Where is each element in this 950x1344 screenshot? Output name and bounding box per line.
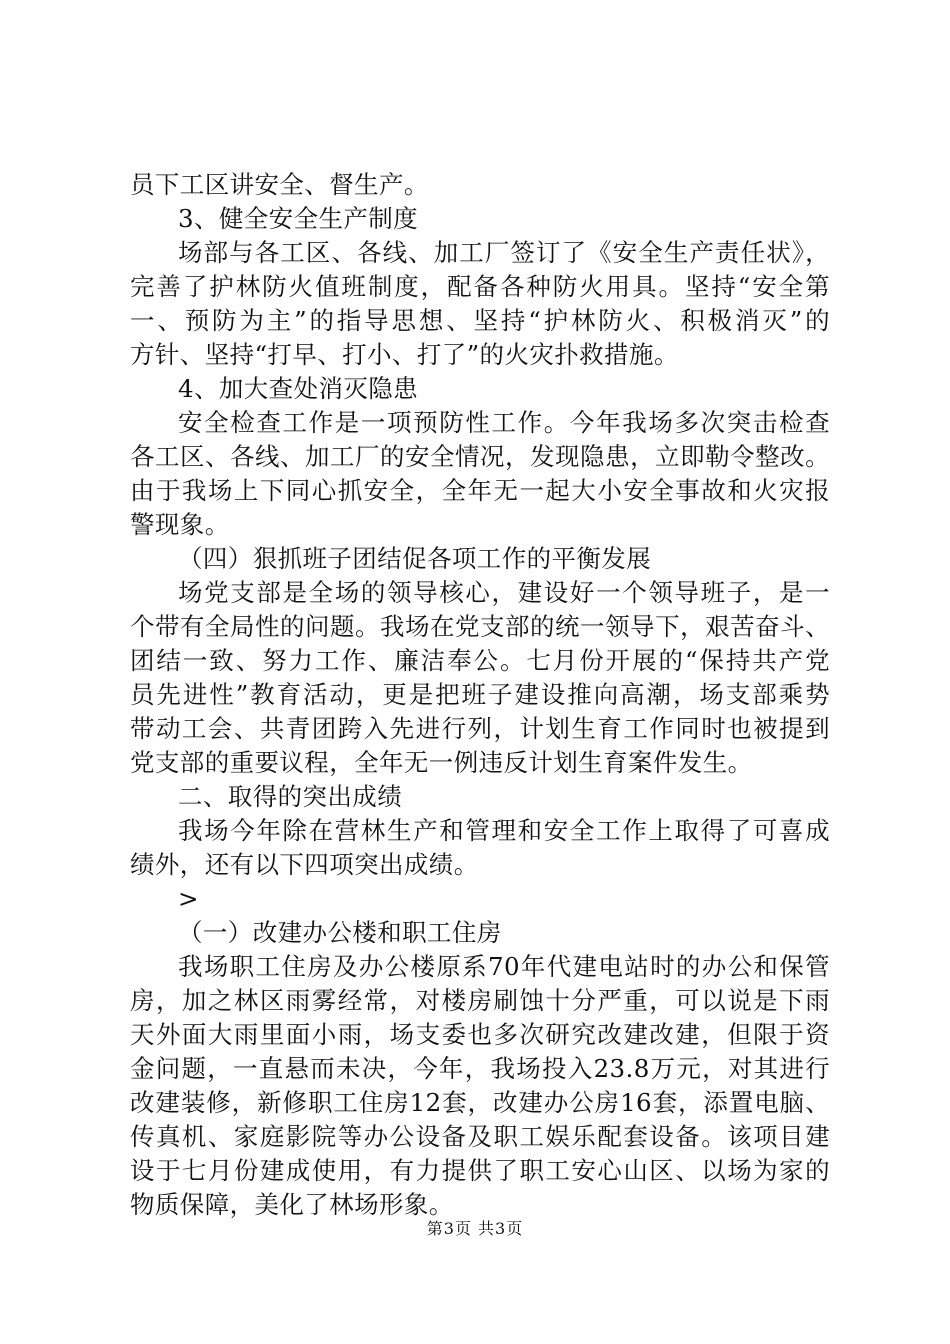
document-body [130, 168, 830, 1222]
text-line: 场党支部是全场的领导核心，建设好一个领导班子，是一 [178, 578, 830, 607]
text-line: 带动工会、共青团跨入先进行列，计划生育工作同时也被提到 [130, 714, 830, 743]
text-line: 各工区、各线、加工厂的安全情况，发现隐患，立即勒令整改。 [130, 442, 830, 471]
text-line: 3、健全安全生产制度 [178, 204, 419, 233]
text-line: 员下工区讲安全、督生产。 [130, 170, 429, 199]
text-line: 警现象。 [130, 510, 230, 539]
text-line: 完善了护林防火值班制度，配备各种防火用具。坚持“安全第 [130, 272, 830, 301]
text-line: 设于七月份建成使用，有力提供了职工安心山区、以场为家的 [130, 1156, 830, 1185]
text-line: 传真机、家庭影院等办公设备及职工娱乐配套设备。该项目建 [130, 1122, 830, 1151]
text-line: 我场今年除在营林生产和管理和安全工作上取得了可喜成 [178, 816, 830, 845]
text-line: 物质保障，美化了林场形象。 [130, 1190, 454, 1219]
text-line: 个带有全局性的问题。我场在党支部的统一领导下，艰苦奋斗、 [130, 612, 830, 641]
text-line: 场部与各工区、各线、加工厂签订了《安全生产责任状》， [178, 238, 830, 267]
text-line: 房，加之林区雨雾经常，对楼房刷蚀十分严重，可以说是下雨 [130, 986, 830, 1015]
text-line: 一、预防为主”的指导思想、坚持“护林防火、积极消灭”的 [130, 306, 830, 335]
text-line: 改建装修，新修职工住房12套，改建办公房16套，添置电脑、 [130, 1088, 830, 1117]
text-line: 团结一致、努力工作、廉洁奉公。七月份开展的“保持共产党 [130, 646, 830, 675]
text-line: 员先进性”教育活动，更是把班子建设推向高潮，场支部乘势 [130, 680, 830, 709]
text-line: 由于我场上下同心抓安全，全年无一起大小安全事故和火灾报 [130, 476, 830, 505]
text-line: 二、取得的突出成绩 [178, 782, 403, 811]
text-line: （四）狠抓班子团结促各项工作的平衡发展 [178, 544, 652, 573]
page-footer: 第3页 共3页 [426, 1219, 524, 1238]
text-line: 党支部的重要议程，全年无一例违反计划生育案件发生。 [130, 748, 753, 777]
text-line: > [178, 884, 199, 913]
text-line: 方针、坚持“打早、打小、打了”的火灾扑救措施。 [130, 340, 679, 369]
text-line: 金问题，一直悬而未决，今年，我场投入23.8万元，对其进行 [130, 1054, 830, 1083]
text-line: 天外面大雨里面小雨，场支委也多次研究改建改建，但限于资 [130, 1020, 830, 1049]
text-line: 我场职工住房及办公楼原系70年代建电站时的办公和保管 [178, 952, 830, 981]
text-line: 绩外，还有以下四项突出成绩。 [130, 850, 479, 879]
text-line: （一）改建办公楼和职工住房 [178, 918, 502, 947]
text-line: 4、加大查处消灭隐患 [178, 374, 419, 403]
text-line: 安全检查工作是一项预防性工作。今年我场多次突击检查 [178, 408, 830, 437]
